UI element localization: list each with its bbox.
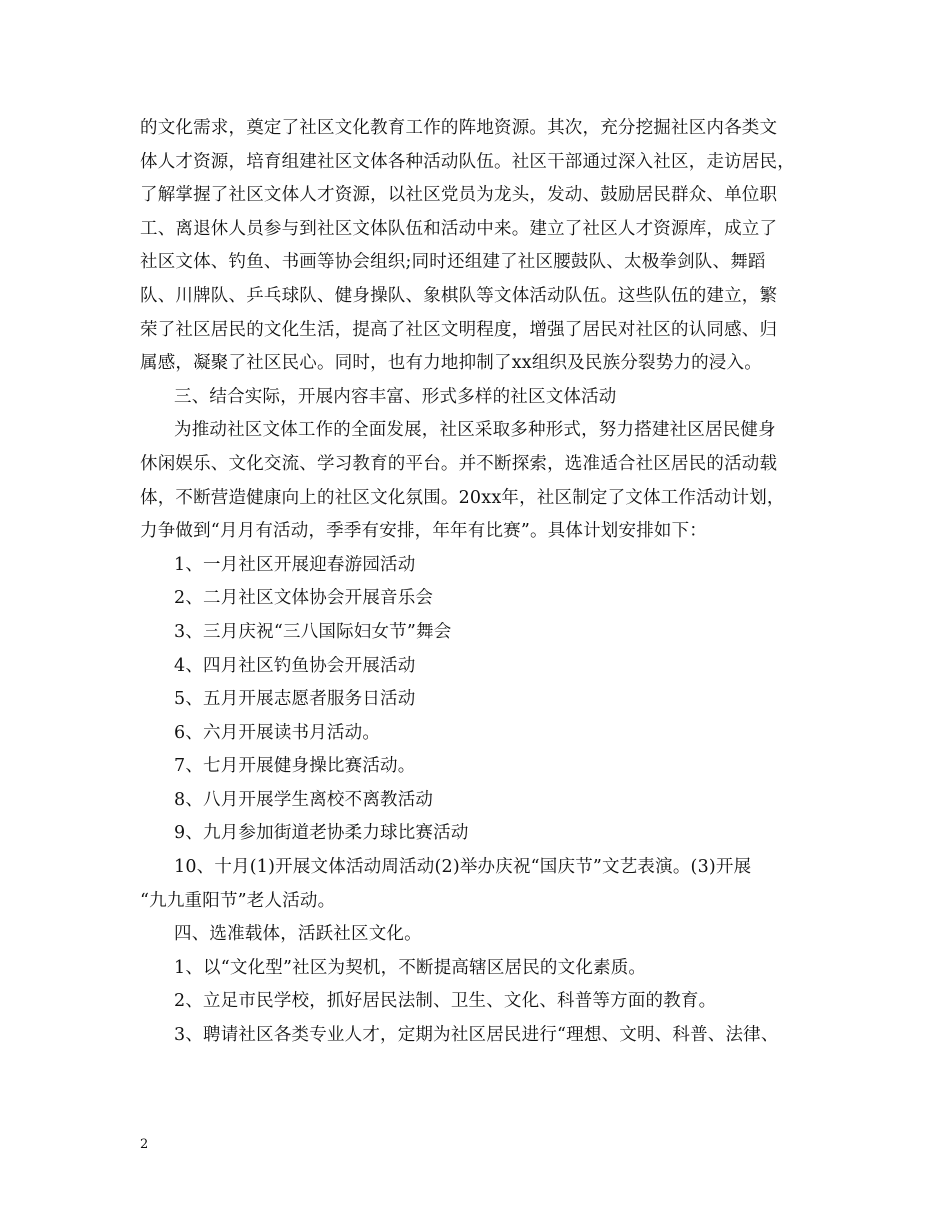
paragraph-line-13: 力争做到“月月有活动，季季有安排，年年有比赛”。具体计划安排如下： [140, 521, 707, 542]
list-item-10: 10、十月(1)开展文体活动周活动(2)举办庆祝“国庆节”文艺表演。(3)开展 [174, 857, 752, 878]
paragraph-line-3: 了解掌握了社区文体人才资源，以社区党员为龙头，发动、鼓励居民群众、单位职 [140, 185, 778, 206]
list-item-3: 3、三月庆祝“三八国际妇女节”舞会 [174, 621, 452, 642]
section-4-item-3: 3、聘请社区各类专业人才，定期为社区居民进行“理想、文明、科普、法律、 [174, 1025, 779, 1046]
section-4-item-1: 1、以“文化型”社区为契机，不断提高辖区居民的文化素质。 [174, 957, 647, 978]
list-item-9: 9、九月参加街道老协柔力球比赛活动 [174, 823, 469, 844]
list-item-2: 2、二月社区文体协会开展音乐会 [174, 588, 434, 609]
paragraph-line-8: 属感，凝聚了社区民心。同时，也有力地抑制了xx组织及民族分裂势力的浸入。 [140, 353, 762, 374]
list-item-5: 5、五月开展志愿者服务日活动 [174, 689, 416, 710]
section-heading-3: 三、结合实际，开展内容丰富、形式多样的社区文体活动 [174, 386, 617, 407]
paragraph-line-11: 休闲娱乐、文化交流、学习教育的平台。并不断探索，选准适合社区居民的活动载 [140, 453, 778, 474]
paragraph-line-1: 的文化需求，奠定了社区文化教育工作的阵地资源。其次，充分挖掘社区内各类文 [140, 118, 778, 138]
paragraph-line-6: 队、川牌队、乒乓球队、健身操队、象棋队等文体活动队伍。这些队伍的建立，繁 [140, 285, 778, 306]
section-4-item-2: 2、立足市民学校，抓好居民法制、卫生、文化、科普等方面的教育。 [174, 991, 717, 1012]
page-number: 2 [140, 1137, 149, 1152]
list-item-10-continuation: “九九重阳节”老人活动。 [140, 890, 336, 911]
list-item-1: 1、一月社区开展迎春游园活动 [174, 554, 416, 575]
list-item-6: 6、六月开展读书月活动。 [174, 722, 381, 743]
list-item-8: 8、八月开展学生离校不离教活动 [174, 789, 434, 810]
document-body [140, 112, 828, 1053]
paragraph-line-2: 体人才资源，培育组建社区文体各种活动队伍。社区干部通过深入社区，走访居民， [140, 151, 795, 172]
list-item-4: 4、四月社区钓鱼协会开展活动 [174, 655, 416, 676]
paragraph-line-5: 社区文体、钓鱼、书画等协会组织;同时还组建了社区腰鼓队、太极拳剑队、舞蹈 [140, 252, 766, 273]
paragraph-line-7: 荣了社区居民的文化生活，提高了社区文明程度，增强了居民对社区的认同感、归 [140, 319, 778, 340]
paragraph-line-4: 工、离退休人员参与到社区文体队伍和活动中来。建立了社区人才资源库，成立了 [140, 218, 778, 239]
list-item-7: 7、七月开展健身操比赛活动。 [174, 756, 416, 777]
paragraph-line-12: 体，不断营造健康向上的社区文化氛围。20xx年，社区制定了文体工作活动计划， [140, 487, 785, 508]
section-heading-4: 四、选准载体，活跃社区文化。 [174, 924, 422, 945]
paragraph-line-10: 为推动社区文体工作的全面发展，社区采取多种形式，努力搭建社区居民健身 [174, 420, 776, 441]
